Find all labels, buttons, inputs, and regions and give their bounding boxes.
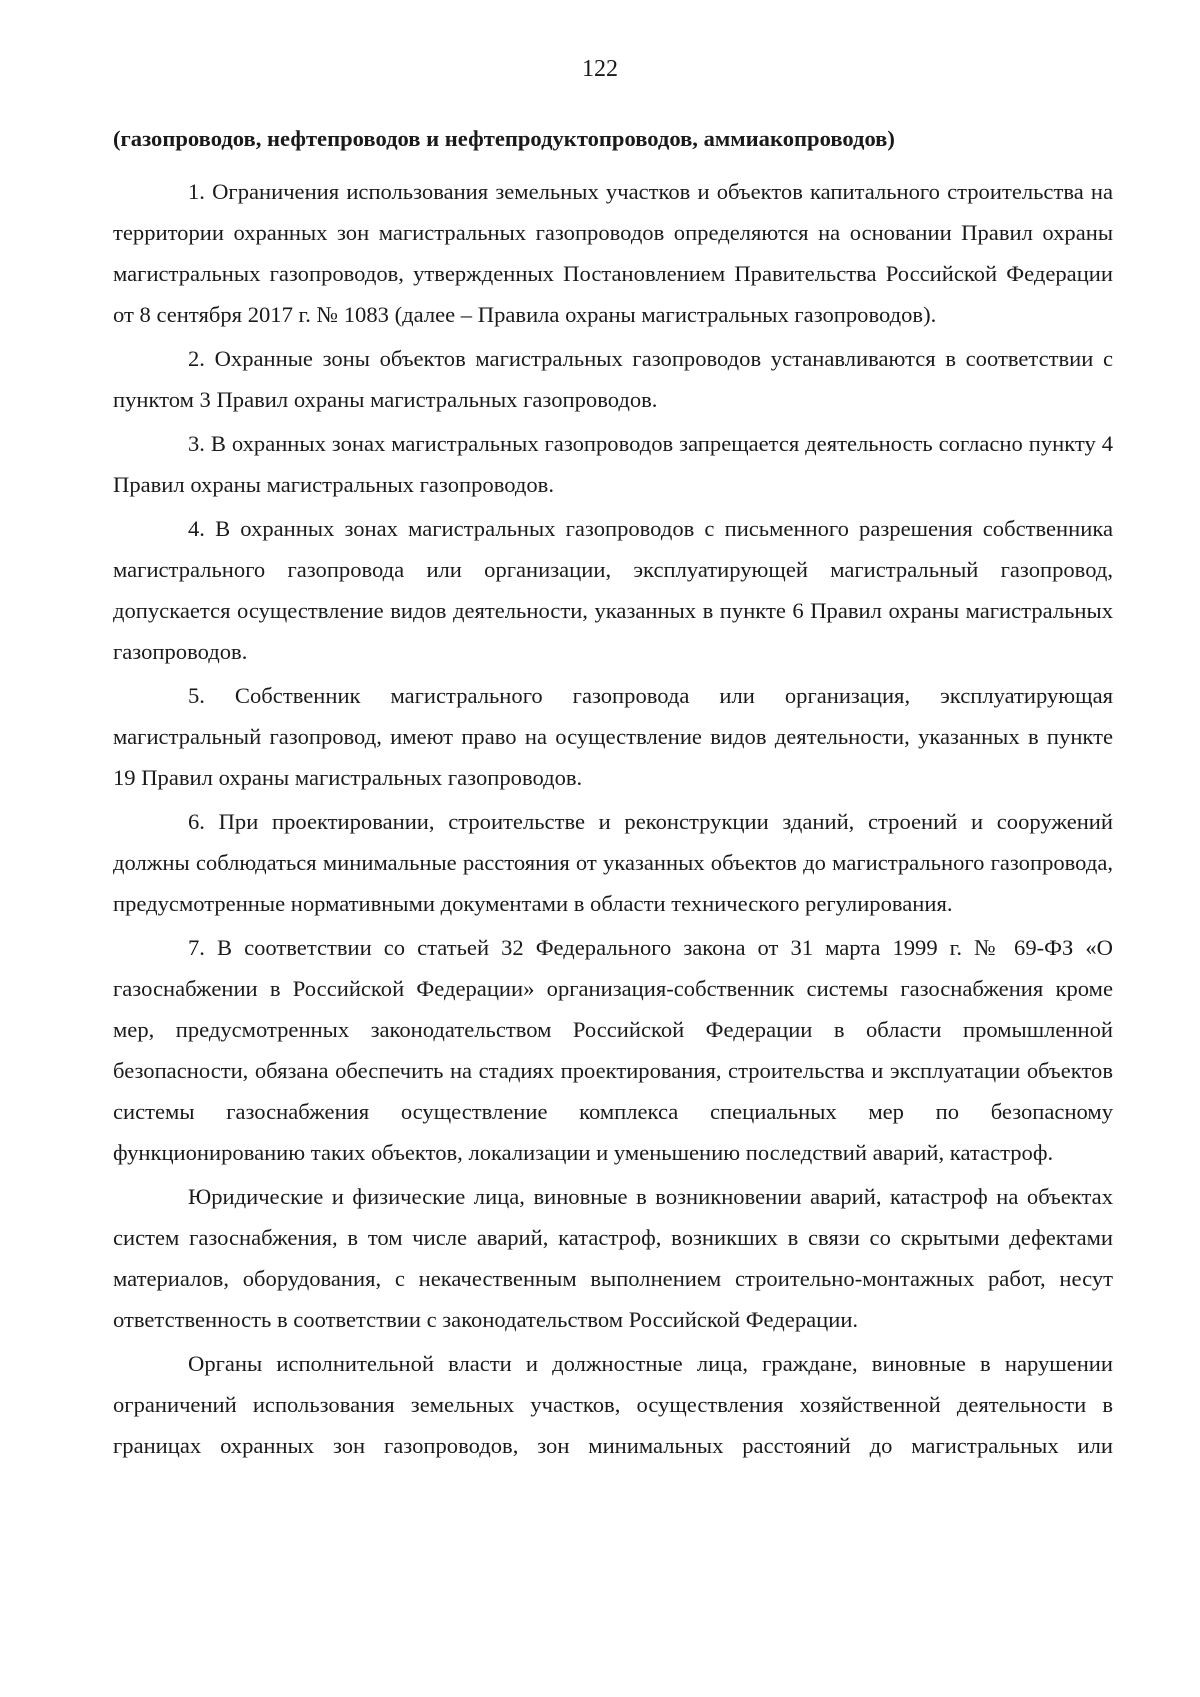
section-heading: (газопроводов, нефтепроводов и нефтепродуктопроводов, аммиакопроводов) [113, 126, 895, 151]
paragraph-4: 4. В охранных зонах магистральных газопроводов с письменного разрешения собственника магистрального газопровода или организации, эксплуатирующей магистральный газопровод, допускается осуществление видов деятельности, указанных в пункте 6 Правил охраны магистральных газопроводов. [113, 516, 1113, 664]
document-body [113, 171, 1113, 1466]
paragraph-2: 2. Охранные зоны объектов магистральных газопроводов устанавливаются в соответствии с пунктом 3 Правил охраны магистральных газопроводов. [113, 346, 1113, 412]
page-number: 122 [582, 56, 618, 82]
paragraph-3: 3. В охранных зонах магистральных газопроводов запрещается деятельность согласно пункту 4 Правил охраны магистральных газопроводов. [113, 431, 1113, 497]
paragraph-6: 6. При проектировании, строительстве и реконструкции зданий, строений и сооружений должны соблюдаться минимальные расстояния от указанных объектов до магистрального газопровода, предусмотренные нормативными документами в области технического регулирования. [113, 809, 1113, 916]
paragraph-1: 1. Ограничения использования земельных участков и объектов капитального строительства на территории охранных зон магистральных газопроводов определяются на основании Правил охраны магистральных газопроводов, утвержденных Постановлением Правительства Российской Федерации от 8 сентября 2017 г. № 1083 (далее – Правила охраны магистральных газопроводов). [113, 179, 1113, 327]
paragraph-7: 7. В соответствии со статьей 32 Федерального закона от 31 марта 1999 г. № 69-ФЗ «О газоснабжении в Российской Федерации» организация-собственник системы газоснабжения кроме мер, предусмотренных законодательством Российской Федерации в области промышленной безопасности, обязана обеспечить на стадиях проектирования, строительства и эксплуатации объектов системы газоснабжения осуществление комплекса специальных мер по безопасному функционированию таких объектов, локализации и уменьшению последствий аварий, катастроф. [113, 935, 1113, 1165]
paragraph-authorities: Органы исполнительной власти и должностные лица, граждане, виновные в нарушении ограничений использования земельных участков, осуществления хозяйственной деятельности в границах охранных зон газопроводов, зон минимальных расстояний до магистральных или [113, 1351, 1113, 1458]
paragraph-liability: Юридические и физические лица, виновные в возникновении аварий, катастроф на объектах систем газоснабжения, в том числе аварий, катастроф, возникших в связи со скрытыми дефектами материалов, оборудования, с некачественным выполнением строительно-монтажных работ, несут ответственность в соответствии с законодательством Российской Федерации. [113, 1184, 1113, 1332]
paragraph-5: 5. Собственник магистрального газопровода или организация, эксплуатирующая магистральный газопровод, имеют право на осуществление видов деятельности, указанных в пункте 19 Правил охраны магистральных газопроводов. [113, 683, 1113, 790]
